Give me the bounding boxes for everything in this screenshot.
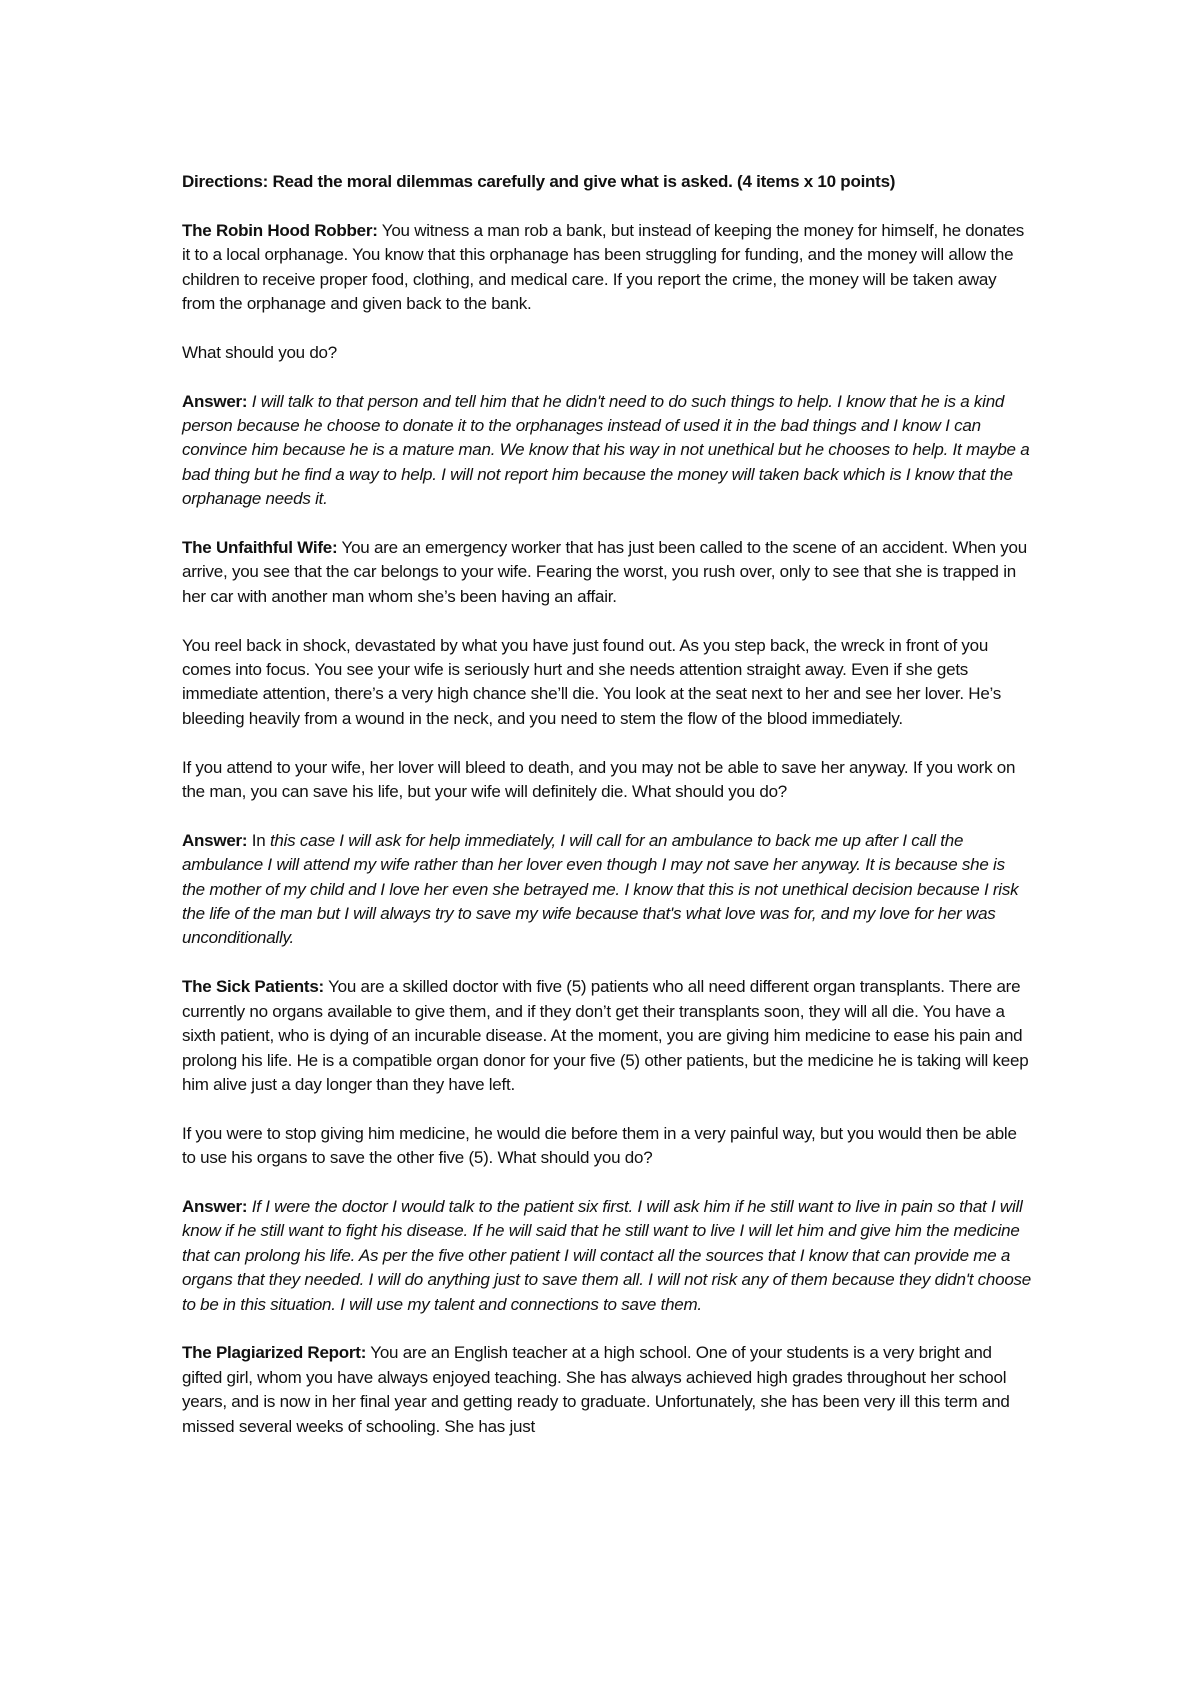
dilemma-body: You are an English teacher at a high school. One of your students is a very bright and gifted girl, whom you have always enjoyed teaching. She has always achieved high grades throughout her school years, and is now in her final year and getting ready to graduate. Unfortunately, she has been very ill this term and missed several weeks of schooling. She has just (182, 1343, 1010, 1436)
dilemma-paragraph (182, 1122, 1032, 1171)
answer-unfaithful-wife (182, 829, 1032, 951)
paragraph-text: If you attend to your wife, her lover will bleed to death, and you may not be able to save her anyway. If you work on the man, you can save his life, but your wife will definitely die. What should you do? (182, 757, 1016, 802)
question-text: What should you do? (182, 342, 337, 362)
answer-label: Answer: (182, 830, 248, 850)
dilemma-title: The Robin Hood Robber: (182, 220, 378, 240)
answer-robin-hood (182, 390, 1032, 512)
dilemma-paragraph (182, 756, 1032, 805)
directions (182, 170, 1032, 194)
answer-text: I will talk to that person and tell him that he didn't need to do such things to help. I know that he is a kind person because he choose to donate it to the orphanages instead of used it in the bad things and I know I can convince him because he is a mature man. We know that his way in not unethical but he chooses to help. It maybe a bad thing but he find a way to help. I will not report him because the money will taken back which is I know that the orphanage needs it. (182, 391, 1030, 509)
dilemma-paragraph (182, 634, 1032, 732)
paragraph-text: If you were to stop giving him medicine, he would die before them in a very painful way, but you would then be able to use his organs to save the other five (5). What should you do? (182, 1123, 1017, 1168)
dilemma-sick-patients (182, 975, 1032, 1097)
dilemma-body: You witness a man rob a bank, but instead of keeping the money for himself, he donates it to a local orphanage. You know that this orphanage has been struggling for funding, and the money will allow the children to receive proper food, clothing, and medical care. If you report the crime, the money will be taken away from the orphanage and given back to the bank. (182, 220, 1025, 314)
paragraph-text: You reel back in shock, devastated by what you have just found out. As you step back, the wreck in front of you comes into focus. You see your wife is seriously hurt and she needs attention straight away. Even if she gets immediate attention, there’s a very high chance she’ll die. You look at the seat next to her and see her lover. He’s bleeding heavily from a wound in the neck, and you need to stem the flow of the blood immediately. (182, 635, 1002, 728)
document-body (182, 170, 1032, 1463)
dilemma-title: The Plagiarized Report: (182, 1343, 367, 1363)
dilemma-body: You are a skilled doctor with five (5) patients who all need different organ transplants. There are currently no organs available to give them, and if they don’t get their transplants soon, they will all die. You have a sixth patient, who is dying of an incurable disease. At the moment, you are giving him medicine to ease his pain and prolong his life. He is a compatible organ donor for your five (5) other patients, but the medicine he is taking will keep him alive just a day longer than they have left. (182, 977, 1029, 1094)
dilemma-robin-hood (182, 219, 1032, 317)
dilemma-title: The Sick Patients: (182, 977, 324, 997)
answer-text: this case I will ask for help immediately, I will call for an ambulance to back me up after I call the ambulance I will attend my wife rather than her lover even though I may not save her anyway. It is because she is the mother of my child and I love her even she betrayed me. I know that this is not unethical decision because I risk the life of the man but I will always try to save my wife because that's what love was for, and my love for her was unconditionally. (182, 830, 1019, 948)
dilemma-body: You are an emergency worker that has just been called to the scene of an accident. When you arrive, you see that the car belongs to your wife. Fearing the worst, you rush over, only to see that she is trapped in her car with another man whom she’s been having an affair. (182, 538, 1027, 606)
answer-text: If I were the doctor I would talk to the patient six first. I will ask him if he still want to live in pain so that I will know if he still want to fight his disease. If he will said that he still want to live I will let him and give him the medicine that can prolong his life. As per the five other patient I will contact all the sources that I know that can provide me a organs that they needed. I will do anything just to save them all. I will not risk any of them because they didn't choose to be in this situation. I will use my talent and connections to save them. (182, 1196, 1031, 1314)
answer-sick-patients (182, 1195, 1032, 1317)
dilemma-question (182, 341, 1032, 365)
answer-label: Answer: (182, 1196, 248, 1216)
dilemma-unfaithful-wife (182, 536, 1032, 609)
answer-lead: In (247, 830, 270, 850)
dilemma-plagiarized-report (182, 1341, 1032, 1439)
dilemma-title: The Unfaithful Wife: (182, 538, 338, 558)
answer-label: Answer: (182, 391, 248, 411)
directions-text: Directions: Read the moral dilemmas carefully and give what is asked. (4 items x 10 points) (182, 172, 896, 191)
